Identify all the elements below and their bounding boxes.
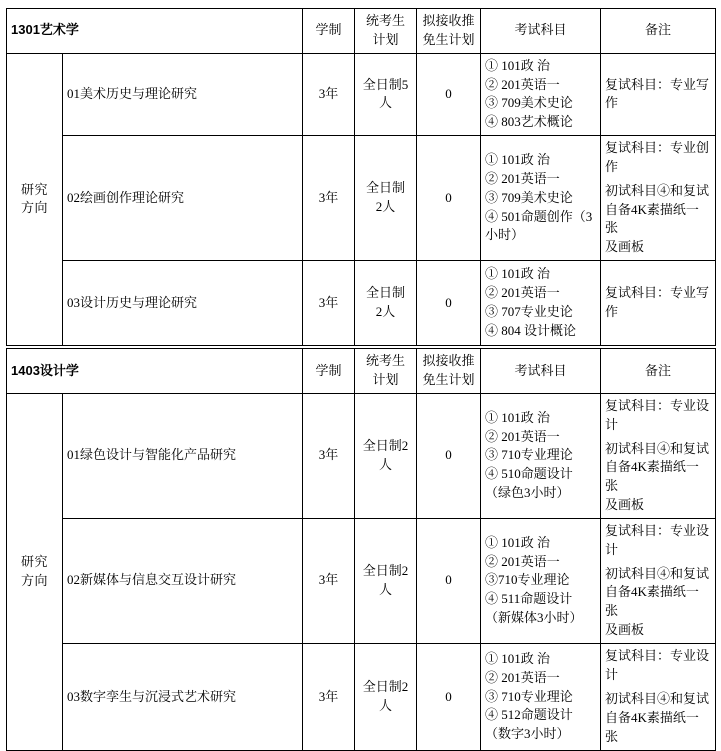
section-title: 1403设计学 [7,349,303,394]
direction-name: 01绿色设计与智能化产品研究 [63,393,303,518]
table-row [7,393,716,518]
plan-value: 全日制2人 [355,518,417,643]
exam-subjects: ① 101政 治 ② 201英语一 ③ 709美术史论 ④ 501命题创作（3小时） [481,136,601,261]
plan-value: 全日制2人 [355,643,417,750]
exam-subjects: ① 101政 治 ② 201英语一 ③ 710专业理论 ④ 510命题设计 （绿色3小时） [481,393,601,518]
plan-value: 全日制 2人 [355,136,417,261]
plan-value: 全日制5人 [355,53,417,135]
recommend-value: 0 [417,53,481,135]
note-text: 复试科目：专业写 作 [601,261,716,346]
table-row [7,261,716,346]
plan-value: 全日制 2人 [355,261,417,346]
column-header-exam: 考试科目 [481,9,601,54]
direction-label: 研究方向 [7,53,63,345]
years-value: 3年 [303,393,355,518]
years-value: 3年 [303,643,355,750]
recommend-value: 0 [417,393,481,518]
note-text: 复试科目：专业设 计 初试科目④和复试 自备4K素描纸一张 [601,643,716,750]
recommend-value: 0 [417,136,481,261]
plan-value: 全日制2人 [355,393,417,518]
table-row [7,643,716,750]
years-value: 3年 [303,53,355,135]
note-text: 复试科目：专业设 计 初试科目④和复试 自备4K素描纸一张 及画板 [601,518,716,643]
recommend-value: 0 [417,643,481,750]
note-text: 复试科目：专业写 作 [601,53,716,135]
years-value: 3年 [303,136,355,261]
recommend-value: 0 [417,261,481,346]
program-table-art-studies [6,8,716,346]
program-table-design-studies [6,348,716,751]
direction-name: 03设计历史与理论研究 [63,261,303,346]
column-header-note: 备注 [601,9,716,54]
direction-name: 01美术历史与理论研究 [63,53,303,135]
column-header-plan: 统考生 计划 [355,9,417,54]
exam-subjects: ① 101政 治 ② 201英语一 ③ 709美术史论 ④ 803艺术概论 [481,53,601,135]
note-text: 复试科目：专业创 作 初试科目④和复试 自备4K素描纸一张 及画板 [601,136,716,261]
note-text: 复试科目：专业设 计 初试科目④和复试 自备4K素描纸一张 及画板 [601,393,716,518]
column-header-recommend: 拟接收推 免生计划 [417,349,481,394]
exam-subjects: ① 101政 治 ② 201英语一 ③ 710专业理论 ④ 512命题设计 （数字3小时） [481,643,601,750]
direction-name: 02绘画创作理论研究 [63,136,303,261]
column-header-recommend: 拟接收推 免生计划 [417,9,481,54]
column-header-years: 学制 [303,9,355,54]
direction-name: 02新媒体与信息交互设计研究 [63,518,303,643]
exam-subjects: ① 101政 治 ② 201英语一 ③ 707专业史论 ④ 804 设计概论 [481,261,601,346]
years-value: 3年 [303,261,355,346]
table-row [7,53,716,135]
column-header-note: 备注 [601,349,716,394]
recommend-value: 0 [417,518,481,643]
table-header-row [7,349,716,394]
direction-name: 03数字孪生与沉浸式艺术研究 [63,643,303,750]
direction-label: 研究方向 [7,393,63,750]
table-header-row [7,9,716,54]
column-header-plan: 统考生 计划 [355,349,417,394]
column-header-years: 学制 [303,349,355,394]
table-row [7,518,716,643]
column-header-exam: 考试科目 [481,349,601,394]
years-value: 3年 [303,518,355,643]
section-title: 1301艺术学 [7,9,303,54]
exam-subjects: ① 101政 治 ② 201英语一 ③710专业理论 ④ 511命题设计 （新媒体3小时） [481,518,601,643]
table-row [7,136,716,261]
